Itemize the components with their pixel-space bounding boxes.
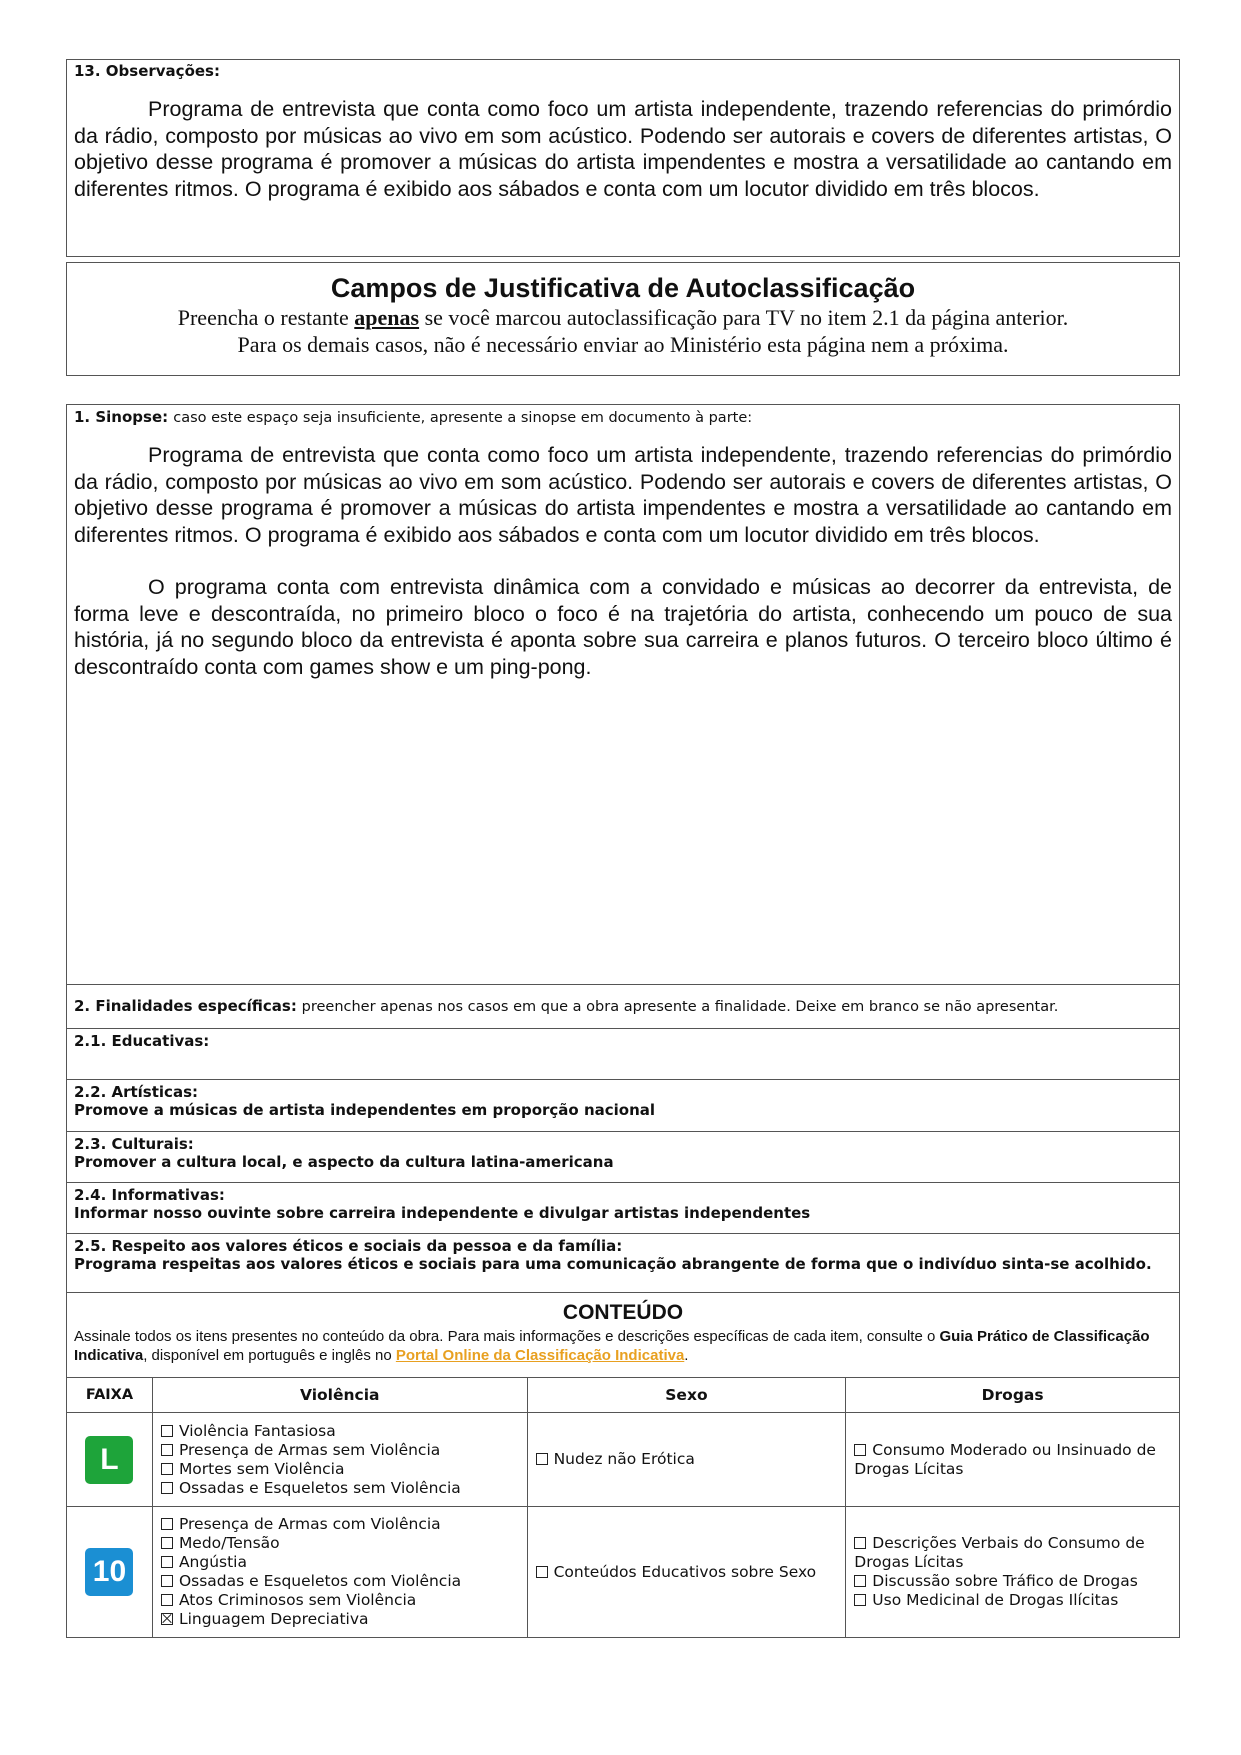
list-item[interactable] [161,1572,519,1591]
list-item[interactable] [161,1422,519,1441]
item-label: Nudez não Erótica [553,1450,695,1468]
guia-pratico: Guia Prático de Classificação Indicativa [74,1328,1150,1364]
list-item[interactable] [161,1610,519,1629]
item-label: Mortes sem Violência [178,1459,345,1478]
item-label: Descrições Verbais do Consumo de Drogas Lícitas [854,1534,1145,1571]
faixa-cell [67,1507,153,1638]
finalidade-label: 2.2. Artísticas: [74,1083,198,1101]
checkbox[interactable] [161,1594,173,1606]
conteudo-text3: . [684,1347,689,1364]
campos-justificativa [66,262,1180,376]
item-label: Consumo Moderado ou Insinuado de Drogas Lícitas [854,1440,1156,1478]
header-drogas: Drogas [846,1378,1180,1413]
checkbox[interactable] [536,1453,548,1465]
list-item[interactable] [161,1460,519,1479]
violencia-cell [152,1413,527,1507]
list-item[interactable] [536,1563,838,1582]
campos-line1-pre: Preencha o restante [177,305,355,330]
list-item[interactable] [536,1450,838,1469]
sexo-cell [527,1413,846,1507]
portal-online-link[interactable]: Portal Online da Classificação Indicativa [395,1347,685,1364]
observacoes-section [66,59,1180,257]
checkbox[interactable] [161,1537,173,1549]
campos-title: Campos de Justificativa de Autoclassificação [330,273,916,303]
finalidade-label: 2.4. Informativas: [74,1186,225,1204]
checkbox[interactable] [854,1537,866,1549]
checkbox[interactable] [161,1556,173,1568]
checkbox[interactable] [161,1575,173,1587]
sinopse-label: 1. Sinopse: [74,408,169,426]
checkbox[interactable] [161,1463,173,1475]
item-label: Violência Fantasiosa [178,1421,336,1440]
list-item[interactable] [854,1591,1171,1610]
item-label: Conteúdos Educativos sobre Sexo [553,1562,817,1581]
finalidade-value: Promover a cultura local, e aspecto da cultura latina-americana [74,1153,614,1171]
checkbox[interactable] [161,1518,173,1530]
sexo-cell [527,1507,846,1638]
conteudo-text2: , disponível em português e inglês no [143,1347,396,1364]
conteudo-text1: Assinale todos os itens presentes no conteúdo da obra. Para mais informações e descrições específicas de cada item, consulte o [74,1328,940,1345]
campos-line1-post: se você marcou autoclassificação para TV no item 2.1 da página anterior. [419,305,1069,330]
rating-10-badge: 10 [85,1548,133,1596]
finalidade-value: Programa respeitas aos valores éticos e sociais para uma comunicação abrangente de forma que o indivíduo sinta-se acolhido. [74,1255,1152,1273]
drogas-cell [846,1413,1180,1507]
header-violencia: Violência [152,1378,527,1413]
list-item[interactable] [161,1441,519,1460]
finalidade-educativas [66,1029,1180,1080]
header-sexo: Sexo [527,1378,846,1413]
campos-line1 [67,304,1179,331]
table-header-row [67,1378,1180,1413]
violencia-cell [152,1507,527,1638]
finalidades-header [66,984,1180,1029]
conteudo-table [66,1377,1180,1638]
finalidade-artisticas [66,1080,1180,1132]
list-item[interactable] [161,1553,519,1572]
conteudo-title: CONTEÚDO [562,1301,684,1324]
list-item[interactable] [854,1534,1171,1572]
finalidade-informativas [66,1183,1180,1234]
conteudo-section [66,1293,1180,1378]
finalidades-hint: preencher apenas nos casos em que a obra apresente a finalidade. Deixe em branco se não apresentar. [301,999,1059,1015]
header-faixa: FAIXA [67,1378,153,1413]
item-label: Atos Criminosos sem Violência [178,1591,417,1609]
list-item[interactable] [854,1441,1171,1479]
finalidade-label: 2.3. Culturais: [74,1135,194,1153]
table-row-10 [67,1507,1180,1638]
sinopse-paragraph-2: O programa conta com entrevista dinâmica com a convidado e músicas ao decorrer da entrevista, de forma leve e descontraída, no primeiro bloco o foco é na trajetória do artista, conhecendo um pouco de sua história, já no segundo bloco da entrevista é aponta sobre sua carreira e planos futuros. O terceiro bloco último é descontraído conta com games show e um ping-pong. [74,575,1172,679]
drogas-cell [846,1507,1180,1638]
checkbox[interactable] [536,1566,548,1578]
campos-line1-bold: apenas [354,305,420,330]
campos-line2: Para os demais casos, não é necessário enviar ao Ministério esta página nem a próxima. [237,332,1009,357]
item-label: Uso Medicinal de Drogas Ilícitas [872,1591,1119,1609]
list-item[interactable] [161,1534,519,1553]
finalidade-label: 2.1. Educativas: [74,1032,210,1050]
table-row-L [67,1413,1180,1507]
observacoes-text: Programa de entrevista que conta como foco um artista independente, trazendo referencias do primórdio da rádio, composto por músicas ao vivo em som acústico. Podendo ser autorais e covers de diferentes artistas, O objetivo desse programa é promover a músicas do artista impendentes e mostra a versatilidade ao cantando em diferentes ritmos. O programa é exibido aos sábados e conta com um locutor dividido em três blocos. [74,97,1172,201]
item-label: Discussão sobre Tráfico de Drogas [872,1572,1138,1590]
item-label: Ossadas e Esqueletos com Violência [178,1572,462,1590]
sinopse-paragraph-1: Programa de entrevista que conta como foco um artista independente, trazendo referencias do primórdio da rádio, composto por músicas ao vivo em som acústico. Podendo ser autorais e covers de diferentes artistas, O objetivo desse programa é promover a músicas do artista impendentes e mostra a versatilidade ao cantando em diferentes ritmos. O programa é exibido aos sábados e conta com um locutor dividido em três blocos. [74,443,1172,547]
faixa-cell [67,1413,153,1507]
checkbox[interactable] [161,1444,173,1456]
list-item[interactable] [161,1515,519,1534]
sinopse-hint: caso este espaço seja insuficiente, apresente a sinopse em documento à parte: [173,410,753,426]
finalidade-value: Promove a músicas de artista independentes em proporção nacional [74,1101,656,1119]
observacoes-label: 13. Observações: [74,62,220,80]
item-label: Presença de Armas com Violência [178,1515,441,1533]
conteudo-instructions [74,1327,1172,1365]
list-item[interactable] [161,1479,519,1498]
finalidade-value: Informar nosso ouvinte sobre carreira independente e divulgar artistas independentes [74,1204,811,1222]
finalidades-label: 2. Finalidades específicas: [74,997,297,1015]
item-label: Ossadas e Esqueletos sem Violência [178,1478,461,1497]
item-label: Medo/Tensão [178,1534,280,1552]
checkbox[interactable] [161,1425,173,1437]
checkbox-checked[interactable] [161,1613,173,1625]
finalidade-label: 2.5. Respeito aos valores éticos e sociais da pessoa e da família: [74,1237,623,1255]
item-label: Presença de Armas sem Violência [178,1440,441,1459]
rating-L-badge: L [85,1436,133,1484]
finalidade-culturais [66,1132,1180,1183]
sinopse-section [66,404,1180,984]
checkbox[interactable] [161,1482,173,1494]
list-item[interactable] [161,1591,519,1610]
checkbox[interactable] [854,1575,866,1587]
checkbox[interactable] [854,1594,866,1606]
list-item[interactable] [854,1572,1171,1591]
checkbox[interactable] [854,1444,866,1456]
item-label: Linguagem Depreciativa [178,1610,369,1628]
finalidade-respeito [66,1234,1180,1293]
item-label: Angústia [178,1553,247,1571]
